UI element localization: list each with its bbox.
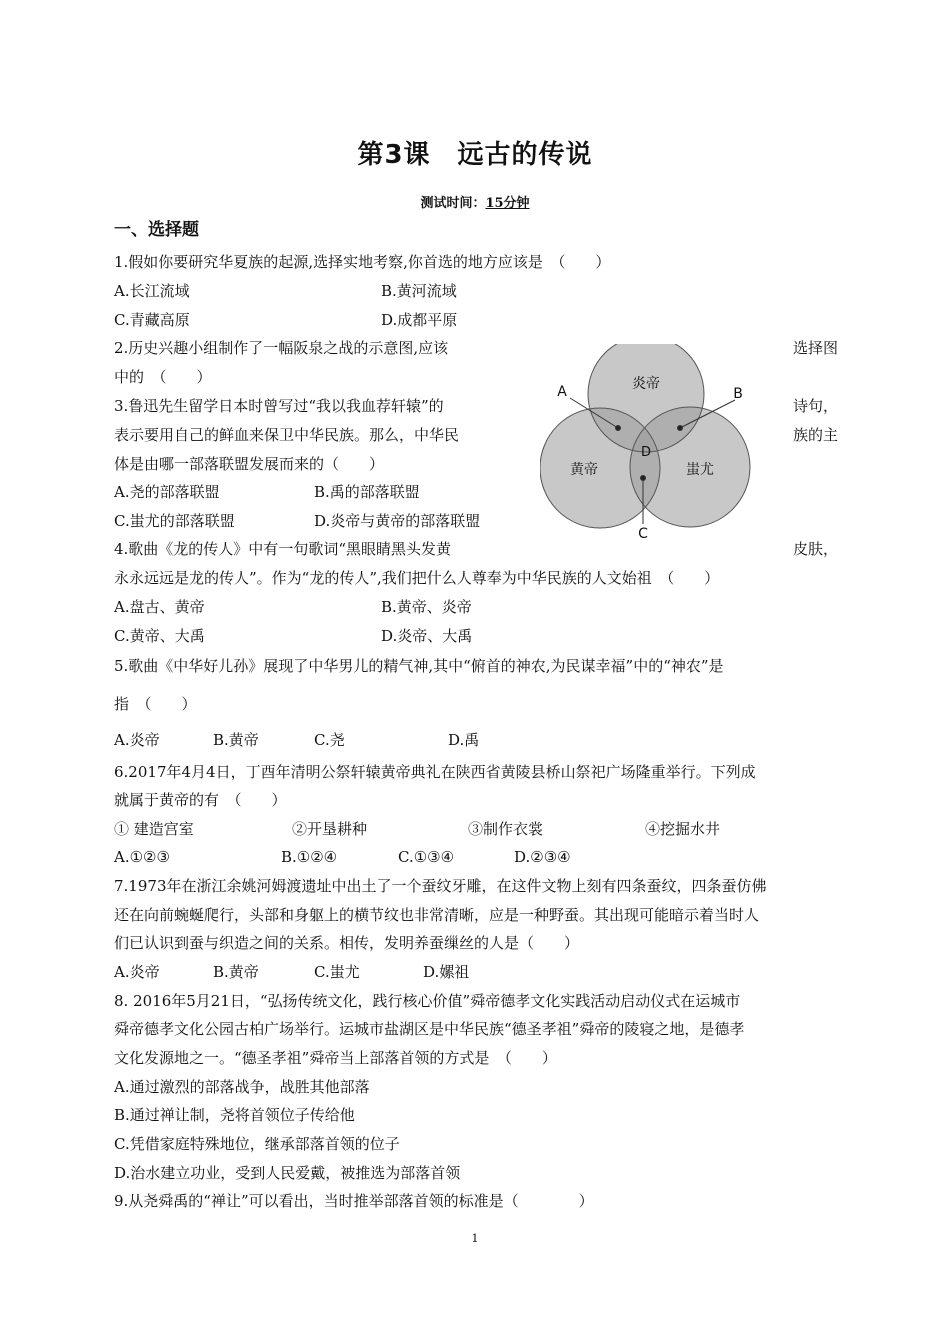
q4-option-c: C.黄帝、大禹: [114, 627, 205, 645]
q7-line3: 们已认识到蚕与织造之间的关系。相传，发明养蚕缫丝的人是（ ）: [114, 934, 580, 952]
q3-option-b: B.禹的部落联盟: [314, 483, 420, 501]
q2-line1: 2.历史兴趣小组制作了一幅阪泉之战的示意图,应该: [114, 339, 449, 357]
q6-item-4: ④挖掘水井: [645, 820, 721, 838]
q1-option-c: C.青藏高原: [114, 311, 190, 329]
q7-line1: 7.1973年在浙江余姚河姆渡遗址中出土了一个蚕纹牙雕，在这件文物上刻有四条蚕纹，四条蚕仿佛: [114, 877, 767, 895]
q3-option-d: D.炎帝与黄帝的部落联盟: [314, 512, 481, 530]
q3-line2: 表示要用自己的鲜血来保卫中华民族。那么，中华民: [114, 426, 460, 444]
q3-line1-right: 诗句，: [792, 397, 838, 415]
q3-line1: 3.鲁迅先生留学日本时曾写过“我以我血荐轩辕”的: [114, 397, 444, 415]
q8-line3: 文化发源地之一。“德圣孝祖”舜帝当上部落首领的方式是 （ ）: [114, 1049, 557, 1067]
q3-option-c: C.蚩尤的部落联盟: [114, 512, 235, 530]
q3-line3: 体是由哪一部落联盟发展而来的（ ）: [114, 455, 385, 473]
label-a: A: [557, 384, 567, 400]
q4-line2: 永永远远是龙的传人”。作为“龙的传人”,我们把什么人尊奉为中华民族的人文始祖 （ ）: [114, 569, 720, 587]
page-number: 1: [471, 1232, 479, 1245]
page-title: 第3课 远古的传说: [357, 140, 593, 170]
q7-line2: 还在向前蜿蜒爬行，头部和身躯上的横节纹也非常清晰，应是一种野蚕。其出现可能暗示着当时人: [114, 906, 760, 924]
test-time-value: 15分钟: [485, 196, 530, 211]
q8-option-c: C.凭借家庭特殊地位，继承部落首领的位子: [114, 1135, 400, 1153]
venn-label-right: 蚩尤: [686, 462, 714, 478]
q8-option-b: B.通过禅让制，尧将首领位子传给他: [114, 1106, 355, 1124]
q6-item-2: ②开垦耕种: [292, 820, 368, 838]
q5-line1: 5.歌曲《中华好儿孙》展现了中华男儿的精气神,其中“俯首的神农,为民谋幸福”中的“神农”是: [114, 657, 724, 675]
q5-option-c: C.尧: [314, 731, 345, 749]
q6-option-c: C.①③④: [398, 848, 455, 866]
q5-option-a: A.炎帝: [114, 731, 160, 749]
q1-stem: 1.假如你要研究华夏族的起源,选择实地考察,你首选的地方应该是 （ ）: [114, 253, 611, 271]
q1-option-b: B.黄河流域: [381, 282, 457, 300]
q7-option-b: B.黄帝: [213, 963, 259, 981]
venn-label-top: 炎帝: [632, 376, 660, 392]
q7-option-c: C.蚩尤: [314, 963, 360, 981]
test-time: [0, 192, 950, 211]
q9-line1: 9.从尧舜禹的“禅让”可以看出，当时推举部落首领的标准是（ ）: [114, 1192, 594, 1210]
q6-option-d: D.②③④: [514, 848, 571, 866]
q8-option-a: A.通过激烈的部落战争，战胜其他部落: [114, 1078, 370, 1096]
q5-option-d: D.禹: [448, 731, 480, 749]
venn-label-left: 黄帝: [570, 462, 598, 478]
q1-option-a: A.长江流域: [114, 282, 190, 300]
q6-line2: 就属于黄帝的有 （ ）: [114, 791, 287, 809]
label-c: C: [638, 526, 648, 542]
q5-option-b: B.黄帝: [213, 731, 259, 749]
q6-item-1: ① 建造宫室: [114, 820, 194, 838]
q4-option-a: A.盘古、黄帝: [114, 598, 205, 616]
q7-option-d: D.嫘祖: [423, 963, 470, 981]
q1-option-d: D.成都平原: [381, 311, 458, 329]
q2-line1-right: 选择图: [792, 339, 838, 357]
label-b: B: [733, 386, 743, 402]
q3-option-a: A.尧的部落联盟: [114, 483, 220, 501]
q3-line2-right: 族的主: [792, 426, 838, 444]
q4-option-b: B.黄帝、炎帝: [381, 598, 472, 616]
q2-line2: 中的 （ ）: [114, 368, 212, 386]
q8-line2: 舜帝德孝文化公园古柏广场举行。运城市盐湖区是中华民族“德圣孝祖”舜帝的陵寝之地，是德孝: [114, 1020, 745, 1038]
section-heading: 一、选择题: [114, 220, 199, 240]
q8-line1: 8. 2016年5月21日，“弘扬传统文化，践行核心价值”舜帝德孝文化实践活动启动仪式在运城市: [114, 992, 741, 1010]
test-time-label: 测试时间：: [420, 196, 486, 211]
q8-option-d: D.治水建立功业，受到人民爱戴，被推选为部落首领: [114, 1164, 461, 1182]
q6-line1: 6.2017年4月4日，丁酉年清明公祭轩辕黄帝典礼在陕西省黄陵县桥山祭祀广场隆重举行。下列成: [114, 763, 756, 781]
q7-option-a: A.炎帝: [114, 963, 160, 981]
label-d: D: [640, 445, 652, 460]
q4-option-d: D.炎帝、大禹: [381, 627, 473, 645]
q4-line1: 4.歌曲《龙的传人》中有一句歌词“黑眼睛黑头发黄: [114, 540, 451, 558]
q6-option-a: A.①②③: [114, 848, 170, 866]
q6-item-3: ③制作衣裳: [468, 820, 544, 838]
q4-line1-right: 皮肤，: [792, 540, 838, 558]
q6-option-b: B.①②④: [281, 848, 338, 866]
q5-line2: 指 （ ）: [114, 695, 197, 713]
venn-diagram: [540, 344, 776, 544]
